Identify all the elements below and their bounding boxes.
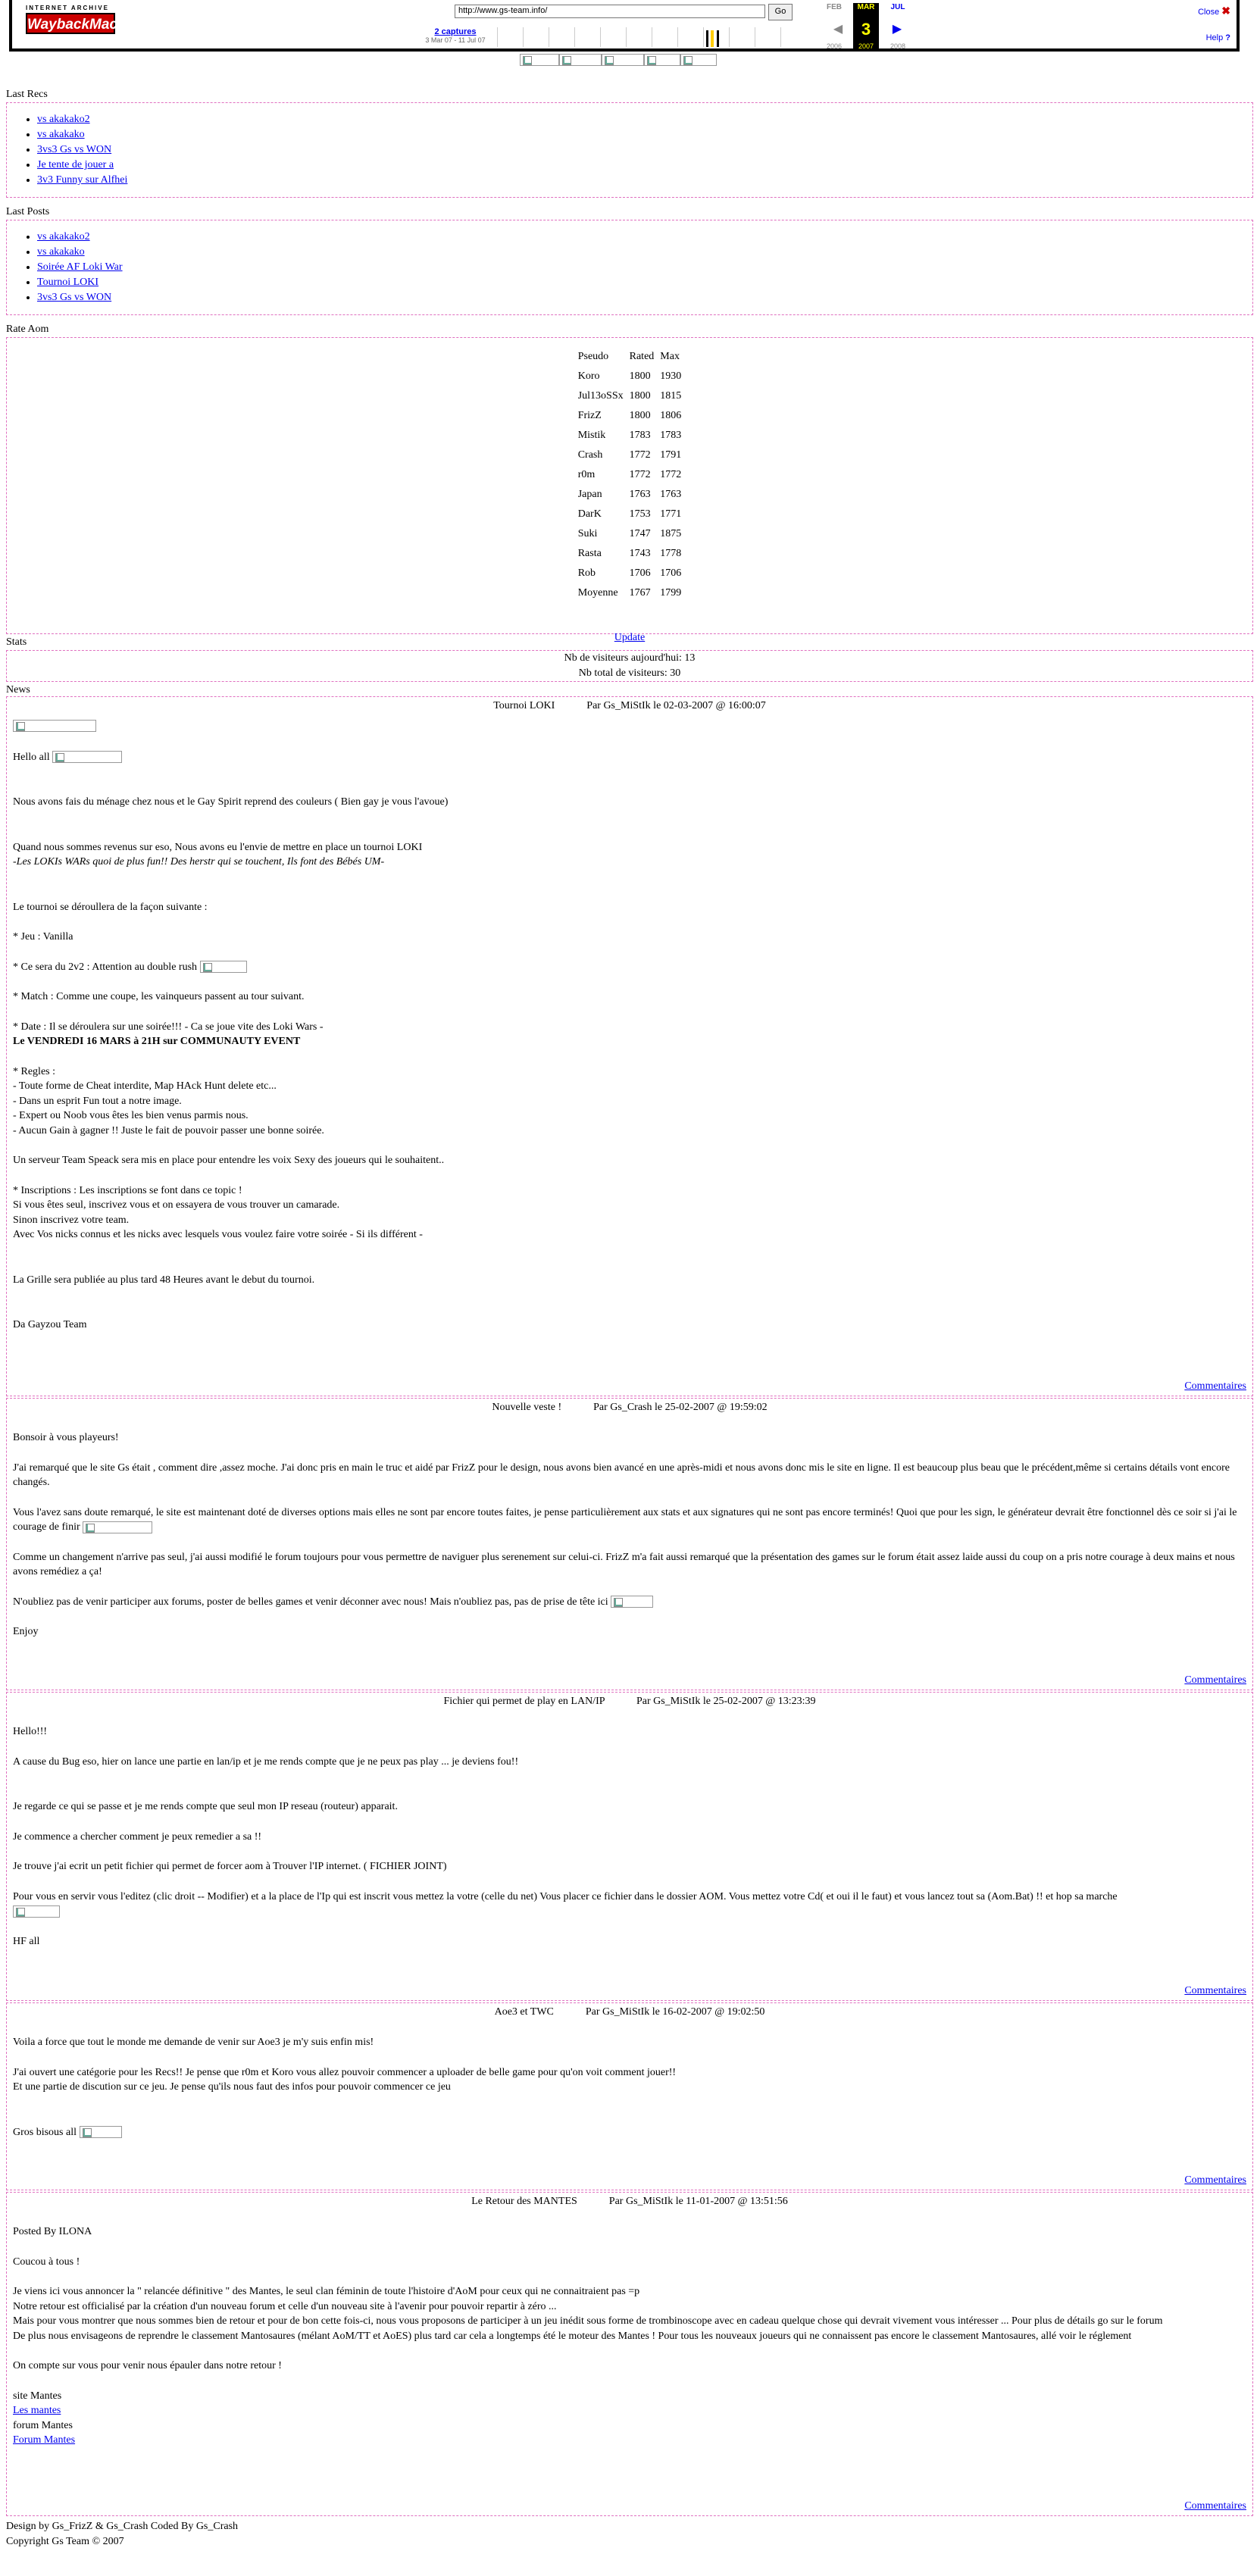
table-cell: FrizZ (577, 410, 602, 421)
news-title: News (6, 684, 30, 696)
close-icon[interactable]: ✖ (1221, 5, 1230, 17)
news-paragraph: Vous l'avez sans doute remarqué, le site est maintenant doté de diverses options mais elles ne sont par encore toutes faites, je pense particulièrement aux stats et aux signatures qui ne sont pas encore terminés! Quoi que pour les sign, le générateur devrait être fonctionnel dès ce soir si j'ai le courage de finir (13, 1506, 1237, 1533)
news-body (13, 1724, 1246, 1949)
news-paragraph: Hello all (13, 751, 50, 763)
list-item (37, 275, 1252, 290)
news-author: Par Gs_MiStIk le 25-02-2007 @ 13:23:39 (636, 1696, 816, 1707)
table-row (577, 506, 683, 523)
table-header: Rated (629, 351, 655, 362)
news-body (13, 1430, 1246, 1640)
table-cell: 1875 (660, 528, 682, 539)
news-paragraph: Je commence a chercher comment je peux remedier a sa !! (13, 1830, 262, 1843)
comments-link[interactable]: Commentaires (1184, 1674, 1246, 1686)
rec-link[interactable]: 3vs3 Gs vs WON (37, 144, 112, 155)
table-cell: DarK (577, 508, 602, 520)
table-cell: Japan (577, 489, 602, 500)
wayback-month-next[interactable]: JUL (890, 3, 905, 11)
table-cell: 1772 (629, 449, 651, 461)
wayback-year-prev: 2006 (826, 42, 843, 50)
news-item (6, 2192, 1253, 2516)
news-paragraph: Voila a force que tout le monde me demande de venir sur Aoe3 je m'y suis enfin mis! (13, 2037, 374, 2048)
news-paragraph: Pour vous en servir vous l'editez (clic droit -- Modifier) et a la place de l'Ip qui est inscrit vous mettez la votre (celle du net) Vous placer ce fichier dans le dossier AOM. Vous mettez votre Cd( et oui il le faut) et vous lancez tout sa (Aom.Bat) !! et hop sa marche (13, 1890, 1118, 1902)
table-row (577, 408, 683, 424)
table-cell: Jul13oSSx (577, 390, 624, 402)
help-icon[interactable]: ? (1225, 33, 1230, 42)
table-cell: Moyenne (577, 587, 618, 599)
news-item (6, 2002, 1253, 2190)
news-paragraph: Avec Vos nicks connus et les nicks avec lesquels vous voulez faire votre soirée - Si ils différent - (13, 1229, 423, 1240)
table-cell: 1783 (660, 430, 682, 441)
post-link[interactable]: 3vs3 Gs vs WON (37, 292, 112, 303)
table-row (577, 467, 683, 483)
mantes-forum-link[interactable]: Forum Mantes (13, 2434, 76, 2446)
news-title: Tournoi LOKI (493, 700, 555, 711)
stats-box (6, 650, 1253, 682)
list-item (37, 158, 1252, 173)
wayback-sparkline[interactable] (497, 27, 808, 47)
wayback-go-button[interactable]: Go (768, 4, 793, 20)
table-cell: Koro (577, 370, 600, 382)
table-cell: 1763 (660, 489, 682, 500)
list-item (37, 127, 1252, 142)
table-cell: 1772 (629, 469, 651, 480)
wayback-logo[interactable] (26, 5, 148, 41)
post-link[interactable]: vs akakako (37, 246, 85, 258)
visitors-total: Nb total de visiteurs: 30 (578, 667, 681, 679)
news-paragraph: * Regles : (13, 1065, 55, 1077)
news-paragraph: Hello!!! (13, 1726, 48, 1737)
wayback-help-label[interactable]: Help (1205, 33, 1224, 42)
news-paragraph: -Les LOKIs WARs quoi de plus fun!! Des herstr qui se touchent, Ils font des Bébés UM- (13, 856, 385, 868)
news-paragraph: Da Gayzou Team (13, 1319, 87, 1330)
table-cell: 1743 (629, 548, 651, 559)
table-row (577, 526, 683, 542)
smiley-image (200, 961, 247, 973)
rate-table (574, 345, 686, 605)
table-cell: 1747 (629, 528, 651, 539)
list-item (37, 230, 1252, 245)
news-paragraph: N'oubliez pas de venir participer aux forums, poster de belles games et venir déconner avec nous! Mais n'oubliez pas, pas de prise de tête ici (13, 1596, 608, 1608)
wayback-toolbar (9, 0, 1240, 52)
wayback-captures-link[interactable]: 2 captures (434, 27, 477, 36)
last-posts-box (6, 220, 1253, 315)
news-paragraph: Et une partie de discution sur ce jeu. Je pense qu'ils nous faut des infos pour pouvoir commencer ce jeu (13, 2081, 451, 2093)
news-paragraph: Je viens ici vous annoncer la " relancée définitive " des Mantes, le seul clan féminin de toute l'histoire d'AoM pour ceux qui ne connaitraient pas =p (13, 2286, 640, 2297)
news-paragraph: Si vous êtes seul, inscrivez vous et on essayera de vous trouver un camarade. (13, 1199, 340, 1211)
table-cell: 1706 (629, 567, 651, 579)
wayback-help[interactable] (1206, 33, 1230, 42)
stats-title: Stats (6, 636, 27, 648)
news-paragraph: - Aucun Gain à gagner !! Juste le fait de pouvoir passer une bonne soirée. (13, 1124, 324, 1136)
wayback-calendar (821, 3, 912, 50)
footer (6, 2519, 1253, 2549)
table-cell: 1771 (660, 508, 682, 520)
news-header (13, 1694, 1246, 1709)
smiley-image (611, 1596, 653, 1608)
news-author: Par Gs_MiStIk le 02-03-2007 @ 16:00:07 (586, 700, 766, 711)
post-link[interactable]: Soirée AF Loki War (37, 261, 123, 273)
nav-image-3[interactable] (602, 54, 644, 66)
table-row (577, 388, 683, 405)
news-paragraph: Le tournoi se déroullera de la façon suivante : (13, 901, 208, 913)
table-cell: 1706 (660, 567, 682, 579)
wayback-year-next: 2008 (890, 42, 906, 50)
main-content (6, 88, 1253, 2549)
table-cell: 1800 (629, 390, 651, 402)
site-nav-images (520, 53, 739, 67)
news-header (13, 699, 1246, 714)
news-title: Aoe3 et TWC (494, 2006, 554, 2018)
table-cell: 1806 (660, 410, 682, 421)
nav-image-5[interactable] (680, 54, 717, 66)
last-recs-title: Last Recs (6, 89, 48, 100)
list-item (37, 173, 1252, 188)
table-header-row (577, 349, 683, 365)
table-cell: Rasta (577, 548, 602, 559)
table-row (577, 447, 683, 464)
table-cell: Mistik (577, 430, 606, 441)
news-paragraph: Un serveur Team Speack sera mis en place pour entendre les voix Sexy des joueurs qui le souhaitent.. (13, 1155, 445, 1166)
wayback-captures (421, 27, 489, 44)
news-paragraph: * Match : Comme une coupe, les vainqueurs passent au tour suivant. (13, 991, 305, 1002)
table-cell: 1800 (629, 410, 651, 421)
table-cell: Rob (577, 567, 596, 579)
news-paragraph: Bonsoir à vous playeurs! (13, 1432, 119, 1443)
table-row (577, 427, 683, 444)
table-cell: 1799 (660, 587, 682, 599)
table-row (577, 546, 683, 562)
smiley-image (83, 1521, 152, 1533)
news-paragraph: - Dans un esprit Fun tout a notre image. (13, 1095, 182, 1107)
table-cell: 1783 (629, 430, 651, 441)
news-paragraph: On compte sur vous pour venir nous épauler dans notre retour ! (13, 2360, 282, 2371)
news-title: Le Retour des MANTES (471, 2196, 577, 2207)
next-arrow-icon[interactable]: ▶ (892, 23, 902, 36)
table-cell: 1930 (660, 370, 682, 382)
table-cell: 1753 (629, 508, 651, 520)
news-author: Par Gs_Crash le 25-02-2007 @ 19:59:02 (593, 1402, 768, 1413)
table-cell: 1767 (629, 587, 651, 599)
footer-copyright: Copyright Gs Team © 2007 (6, 2536, 124, 2547)
smiley-image (80, 2126, 122, 2138)
footer-design: Design by Gs_FrizZ & Gs_Crash Coded By Gs_Crash (6, 2521, 239, 2532)
smiley-image (13, 1905, 60, 1918)
rec-link[interactable]: Je tente de jouer a (37, 159, 114, 170)
list-item (37, 290, 1252, 305)
table-cell: 1800 (629, 370, 651, 382)
news-paragraph: * Jeu : Vanilla (13, 931, 73, 943)
news-paragraph: Le VENDREDI 16 MARS à 21H sur COMMUNAUTY EVENT (13, 1036, 301, 1047)
wayback-logo-top: INTERNET ARCHIVE (26, 5, 109, 11)
last-recs-box (6, 102, 1253, 198)
table-cell: 1791 (660, 449, 682, 461)
list-item (37, 112, 1252, 127)
table-cell: r0m (577, 469, 596, 480)
table-row (577, 565, 683, 582)
news-paragraph: Mais pour vous montrer que nous sommes bien de retour et pour de bon cette fois-ci, nous vous proposons de participer à un jeu inédit sous forme de trombinoscope avec en cadeau quelque chose qui devrait vivement vous intéresser ... Pour plus de détails go sur le forum (13, 2315, 1163, 2327)
wayback-capture-range: 3 Mar 07 - 11 Jul 07 (425, 36, 486, 44)
news-body (13, 2035, 1246, 2140)
list-item (37, 245, 1252, 260)
news-image (13, 720, 96, 732)
news-author: Par Gs_MiStIk le 11-01-2007 @ 13:51:56 (608, 2196, 788, 2207)
wayback-year-current: 2007 (858, 42, 874, 50)
news-paragraph: A cause du Bug eso, hier on lance une partie en lan/ip et je me rends compte que je ne peux pas play ... je deviens fou!! (13, 1755, 519, 1768)
news-paragraph: * Inscriptions : Les inscriptions se font dans ce topic ! (13, 1184, 242, 1196)
wayback-logo-main: WaybackMachine (26, 13, 115, 34)
news-body (13, 718, 1246, 1333)
rate-table-body (577, 368, 683, 602)
comments-link[interactable]: Commentaires (1184, 1985, 1246, 1996)
news-item (6, 1692, 1253, 2001)
news-paragraph: Sinon inscrivez votre team. (13, 1214, 130, 1226)
wayback-day: 3 (861, 20, 871, 39)
news-paragraph: De plus nous envisageons de reprendre le classement Mantosaures (mélant AoM/TT et AoES) plus tard car cela a longtemps été le moteur des Mantes ! Pour tous les nouveaux joueurs qui ne connaissent pas encore le classement Mantosaures, allé voir le réglement (13, 2330, 1132, 2342)
table-cell: Crash (577, 449, 603, 461)
news-paragraph: Je regarde ce qui se passe et je me rends compte que seul mon IP reseau (routeur) apparait. (13, 1801, 398, 1812)
wayback-month-current: MAR (853, 3, 879, 50)
list-item (37, 142, 1252, 158)
wayback-close-label[interactable]: Close (1198, 8, 1220, 17)
rec-link[interactable]: vs akakako2 (37, 114, 90, 125)
news-body (13, 2224, 1246, 2448)
news-title: Nouvelle veste ! (492, 1402, 562, 1413)
table-cell: 1772 (660, 469, 682, 480)
news-paragraph: - Toute forme de Cheat interdite, Map HAck Hunt delete etc... (13, 1080, 277, 1092)
list-item (37, 260, 1252, 275)
news-paragraph: La Grille sera publiée au plus tard 48 Heures avant le debut du tournoi. (13, 1274, 315, 1286)
news-paragraph: forum Mantes (13, 2419, 73, 2431)
news-header (13, 2005, 1246, 2020)
table-row (577, 585, 683, 602)
rec-link[interactable]: 3v3 Funny sur Alfhei (37, 174, 128, 186)
news-paragraph: Gros bisous all (13, 2126, 77, 2138)
news-paragraph: site Mantes (13, 2390, 62, 2402)
news-item (6, 1398, 1253, 1690)
nav-image-1[interactable] (520, 54, 559, 66)
news-paragraph: - Expert ou Noob vous êtes les bien venus parmis nous. (13, 1110, 249, 1121)
news-item (6, 696, 1253, 1396)
comments-row (1184, 1674, 1246, 1687)
table-cell: 1815 (660, 390, 682, 402)
comments-link[interactable]: Commentaires (1184, 2174, 1246, 2186)
comments-row (1184, 1380, 1246, 1393)
news-author: Par Gs_MiStIk le 16-02-2007 @ 19:02:50 (585, 2006, 765, 2018)
news-paragraph: J'ai ouvert une catégorie pour les Recs!! Je pense que r0m et Koro vous allez pouvoir commencer a uploader de belle game pour qu'on voit comment jouer!! (13, 2066, 677, 2078)
news-paragraph: Notre retour est officialisé par la création d'un nouveau forum et celle d'un nouveau site à l'avenir pour pouvoir repartir à zéro ... (13, 2300, 557, 2312)
comments-row (1184, 2500, 1246, 2512)
visitors-today: Nb de visiteurs aujourd'hui: 13 (564, 652, 696, 664)
rec-link[interactable]: vs akakako (37, 129, 85, 140)
post-link[interactable]: vs akakako2 (37, 231, 90, 242)
smiley-image (52, 751, 122, 763)
prev-arrow-icon[interactable]: ◀ (833, 23, 843, 36)
rate-aom-title: Rate Aom (6, 324, 49, 335)
wayback-url-input[interactable]: http://www.gs-team.info/ (455, 5, 765, 18)
nav-image-4[interactable] (644, 54, 680, 66)
wayback-month-prev[interactable]: FEB (827, 3, 842, 11)
table-row (577, 368, 683, 385)
comments-row (1184, 2174, 1246, 2187)
news-paragraph: Enjoy (13, 1626, 39, 1637)
news-header (13, 1400, 1246, 1415)
news-paragraph: Posted By ILONA (13, 2226, 92, 2237)
table-cell: Suki (577, 528, 598, 539)
news-paragraph: Quand nous sommes revenus sur eso, Nous avons eu l'envie de mettre en place un tournoi LOKI (13, 841, 423, 853)
comments-row (1184, 1985, 1246, 1997)
table-row (577, 486, 683, 503)
table-cell: 1763 (629, 489, 651, 500)
table-cell: 1778 (660, 548, 682, 559)
news-paragraph: J'ai remarqué que le site Gs était , comment dire ,assez moche. J'ai donc pris en main le truc et aidé par FrizZ pour le design, nous avons bien avancé en une après-midi et nous avons donc mis le site en ligne. Il est beaucoup plus beau que le précédent,même si certains détails vont encore changés. (13, 1462, 1230, 1488)
news-header (13, 2194, 1246, 2209)
table-header: Max (660, 351, 680, 362)
news-paragraph: Nous avons fais du ménage chez nous et le Gay Spirit reprend des couleurs ( Bien gay je vous l'avoue) (13, 796, 449, 808)
news-paragraph: Comme un changement n'arrive pas seul, j'ai aussi modifié le forum toujours pour vous permettre de naviguer plus serenement sur celui-ci. FrizZ m'a fait aussi remarqué que la présentation des games sur le forum était assez laide aussi du coup on a pris notre courage à deux mains et nous avons remédiez a ça! (13, 1551, 1235, 1577)
news-paragraph: * Date : Il se déroulera sur une soirée!!! - Ca se joue vite des Loki Wars - (13, 1021, 324, 1033)
mantes-site-link[interactable]: Les mantes (13, 2405, 61, 2416)
news-paragraph: Je trouve j'ai ecrit un petit fichier qui permet de forcer aom à Trouver l'IP internet. ( FICHIER JOINT) (13, 1861, 447, 1872)
last-posts-title: Last Posts (6, 206, 50, 217)
news-paragraph: * Ce sera du 2v2 : Attention au double rush (13, 961, 198, 973)
update-link[interactable]: Update (614, 632, 646, 643)
comments-link[interactable]: Commentaires (1184, 2500, 1246, 2512)
news-paragraph: HF all (13, 1935, 40, 1947)
comments-link[interactable]: Commentaires (1184, 1380, 1246, 1392)
news-paragraph: Coucou à tous ! (13, 2256, 80, 2268)
news-title: Fichier qui permet de play en LAN/IP (443, 1696, 605, 1707)
nav-image-2[interactable] (559, 54, 602, 66)
wayback-close[interactable] (1198, 5, 1230, 17)
post-link[interactable]: Tournoi LOKI (37, 277, 99, 288)
table-header: Pseudo (577, 351, 609, 362)
